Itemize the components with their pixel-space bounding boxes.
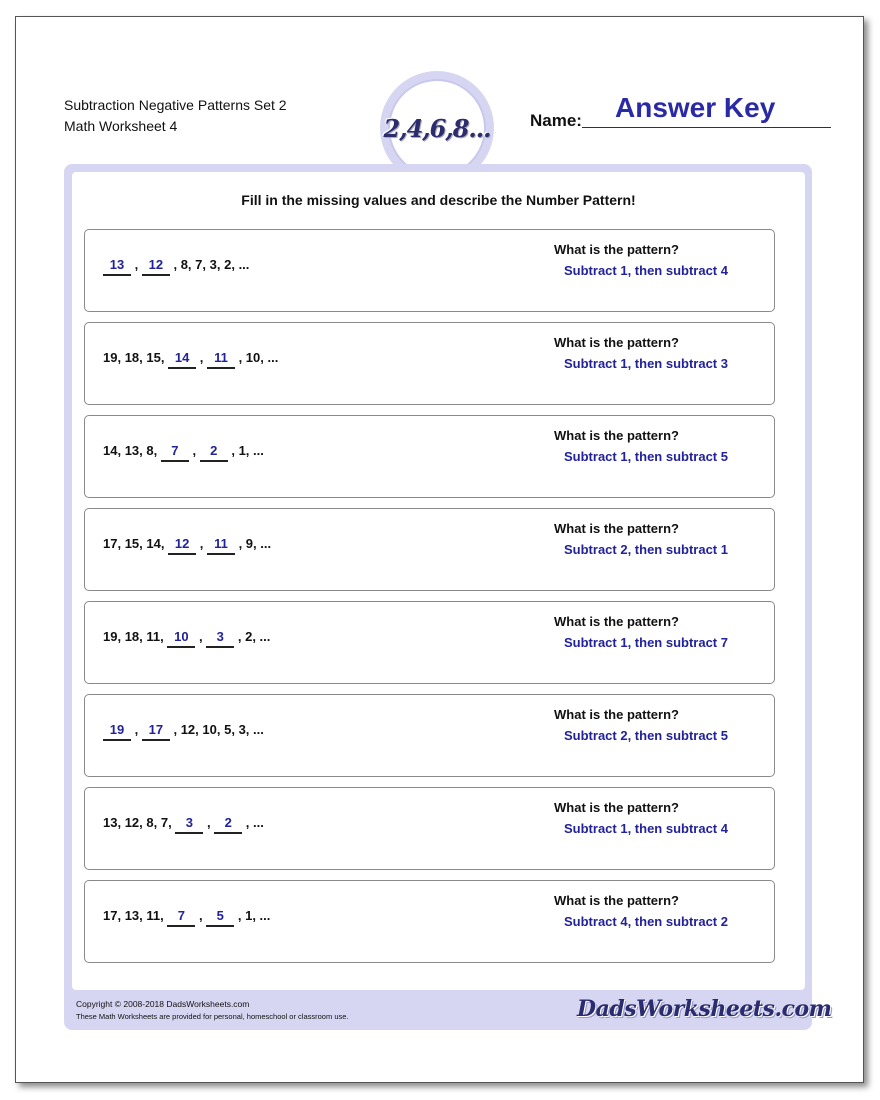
separator: , xyxy=(139,815,147,830)
separator: , xyxy=(234,536,246,551)
answer-blank[interactable]: 11 xyxy=(207,536,235,555)
ellipsis: ... xyxy=(238,257,250,272)
separator: , xyxy=(231,257,239,272)
sequence-term: 15 xyxy=(146,350,161,365)
pattern-question: What is the pattern? xyxy=(554,242,679,257)
number-sequence xyxy=(103,443,264,462)
pattern-answer: Subtract 1, then subtract 3 xyxy=(564,356,728,371)
separator: , xyxy=(187,257,196,272)
sequence-term: 13 xyxy=(103,815,118,830)
separator: , xyxy=(196,536,207,551)
answer-blank[interactable]: 13 xyxy=(103,257,131,276)
answer-blank[interactable]: 3 xyxy=(206,629,234,648)
ellipsis: ... xyxy=(253,815,264,830)
pattern-question: What is the pattern? xyxy=(554,428,679,443)
logo-badge xyxy=(383,79,491,177)
sequence-term: 5 xyxy=(224,722,232,737)
separator: , xyxy=(195,722,203,737)
answer-blank[interactable]: 2 xyxy=(214,815,242,834)
answer-blank[interactable]: 2 xyxy=(200,443,228,462)
sequence-term: 17 xyxy=(103,908,118,923)
sequence-term: 17 xyxy=(103,536,118,551)
brand-logo: DadsWorksheets.com xyxy=(577,996,832,1022)
worksheet-title: Subtraction Negative Patterns Set 2 xyxy=(64,97,287,113)
separator: , xyxy=(234,908,246,923)
separator: , xyxy=(245,443,254,458)
number-sequence xyxy=(103,908,270,927)
sequence-term: 19 xyxy=(103,350,118,365)
answer-blank[interactable]: 12 xyxy=(168,536,196,555)
separator: , xyxy=(260,350,268,365)
sequence-term: 13 xyxy=(124,908,140,923)
answer-blank[interactable]: 7 xyxy=(167,908,195,927)
separator: , xyxy=(188,443,200,458)
sequence-term: 7 xyxy=(160,815,169,830)
pattern-question: What is the pattern? xyxy=(554,893,679,908)
answer-blank[interactable]: 12 xyxy=(142,257,170,276)
instructions: Fill in the missing values and describe the Number Pattern! xyxy=(241,192,636,208)
number-sequence xyxy=(103,629,270,648)
separator: , xyxy=(117,536,125,551)
sequence-term: 7 xyxy=(195,257,203,272)
separator: , xyxy=(202,257,210,272)
problem-box xyxy=(84,415,775,498)
ellipsis: ... xyxy=(267,350,279,365)
answer-key-label: Answer Key xyxy=(615,92,776,123)
pattern-answer: Subtract 1, then subtract 7 xyxy=(564,635,728,650)
separator: , xyxy=(153,815,161,830)
separator: , xyxy=(139,908,147,923)
separator: , xyxy=(195,908,207,923)
separator: , xyxy=(131,257,142,272)
separator: , xyxy=(252,629,260,644)
sequence-term: 8 xyxy=(146,815,154,830)
sequence-term: 3 xyxy=(209,257,217,272)
answer-blank[interactable]: 11 xyxy=(207,350,235,369)
sequence-term: 12 xyxy=(180,722,196,737)
sequence-term: 10 xyxy=(202,722,217,737)
number-sequence xyxy=(103,257,249,276)
problem-box xyxy=(84,787,775,870)
pattern-answer: Subtract 4, then subtract 2 xyxy=(564,914,728,929)
number-sequence xyxy=(103,350,278,369)
separator: , xyxy=(252,908,260,923)
separator: , xyxy=(253,536,261,551)
problem-box xyxy=(84,694,775,777)
separator: , xyxy=(234,629,246,644)
sequence-term: 8 xyxy=(146,443,154,458)
answer-blank[interactable]: 5 xyxy=(206,908,234,927)
name-line xyxy=(582,127,831,128)
ellipsis: ... xyxy=(253,443,264,458)
sequence-term: 13 xyxy=(124,443,140,458)
worksheet-subtitle: Math Worksheet 4 xyxy=(64,118,178,134)
separator: , xyxy=(169,722,181,737)
separator: , xyxy=(245,722,254,737)
answer-blank[interactable]: 14 xyxy=(168,350,196,369)
separator: , xyxy=(139,443,147,458)
separator: , xyxy=(195,629,207,644)
sequence-term: 12 xyxy=(124,815,140,830)
separator: , xyxy=(234,350,246,365)
separator: , xyxy=(216,257,225,272)
sequence-term: 19 xyxy=(103,629,118,644)
pattern-answer: Subtract 2, then subtract 1 xyxy=(564,542,728,557)
separator: , xyxy=(160,536,169,551)
separator: , xyxy=(160,350,169,365)
ellipsis: ... xyxy=(259,629,271,644)
name-label: Name: xyxy=(530,111,582,130)
answer-blank[interactable]: 10 xyxy=(167,629,195,648)
answer-blank[interactable]: 3 xyxy=(175,815,203,834)
separator: , xyxy=(153,443,161,458)
number-sequence xyxy=(103,536,271,555)
separator: , xyxy=(203,815,215,830)
logo-text: 2,4,6,8... xyxy=(383,113,491,143)
sequence-term: 15 xyxy=(124,536,140,551)
pattern-question: What is the pattern? xyxy=(554,335,679,350)
sequence-term: 14 xyxy=(146,536,161,551)
separator: , xyxy=(242,815,254,830)
problem-box xyxy=(84,880,775,963)
number-sequence xyxy=(103,815,264,834)
sequence-term: 18 xyxy=(124,350,140,365)
separator: , xyxy=(131,722,142,737)
answer-blank[interactable]: 7 xyxy=(161,443,189,462)
footer-note: These Math Worksheets are provided for personal, homeschool or classroom use. xyxy=(76,1012,349,1021)
pattern-answer: Subtract 1, then subtract 4 xyxy=(564,263,728,278)
separator: , xyxy=(117,350,125,365)
separator: , xyxy=(231,722,239,737)
sequence-term: 9 xyxy=(245,536,254,551)
separator: , xyxy=(160,908,168,923)
problem-box xyxy=(84,322,775,405)
sequence-term: 2 xyxy=(245,629,253,644)
sequence-term: 14 xyxy=(103,443,118,458)
separator: , xyxy=(117,908,125,923)
problem-box xyxy=(84,508,775,591)
sequence-term: 1 xyxy=(238,443,246,458)
problem-box xyxy=(84,229,775,312)
separator: , xyxy=(139,536,147,551)
ellipsis: ... xyxy=(259,908,271,923)
sequence-term: 11 xyxy=(146,908,161,923)
pattern-question: What is the pattern? xyxy=(554,614,679,629)
separator: , xyxy=(139,629,147,644)
pattern-answer: Subtract 1, then subtract 4 xyxy=(564,821,728,836)
separator: , xyxy=(168,815,176,830)
pattern-question: What is the pattern? xyxy=(554,707,679,722)
pattern-question: What is the pattern? xyxy=(554,800,679,815)
problem-box xyxy=(84,601,775,684)
separator: , xyxy=(196,350,207,365)
pattern-answer: Subtract 2, then subtract 5 xyxy=(564,728,728,743)
separator: , xyxy=(216,722,225,737)
sequence-term: 10 xyxy=(245,350,261,365)
separator: , xyxy=(227,443,239,458)
separator: , xyxy=(117,443,125,458)
ellipsis: ... xyxy=(253,722,264,737)
separator: , xyxy=(160,629,168,644)
separator: , xyxy=(169,257,181,272)
ellipsis: ... xyxy=(260,536,272,551)
sequence-term: 18 xyxy=(124,629,140,644)
sequence-term: 8 xyxy=(180,257,188,272)
footer-copyright: Copyright © 2008-2018 DadsWorksheets.com xyxy=(76,999,250,1009)
answer-blank[interactable]: 19 xyxy=(103,722,131,741)
answer-blank[interactable]: 17 xyxy=(142,722,170,741)
separator: , xyxy=(117,815,125,830)
sequence-term: 1 xyxy=(245,908,253,923)
pattern-answer: Subtract 1, then subtract 5 xyxy=(564,449,728,464)
sequence-term: 3 xyxy=(238,722,246,737)
separator: , xyxy=(139,350,147,365)
pattern-question: What is the pattern? xyxy=(554,521,679,536)
sequence-term: 2 xyxy=(224,257,232,272)
sequence-term: 11 xyxy=(146,629,161,644)
separator: , xyxy=(117,629,125,644)
number-sequence xyxy=(103,722,264,741)
